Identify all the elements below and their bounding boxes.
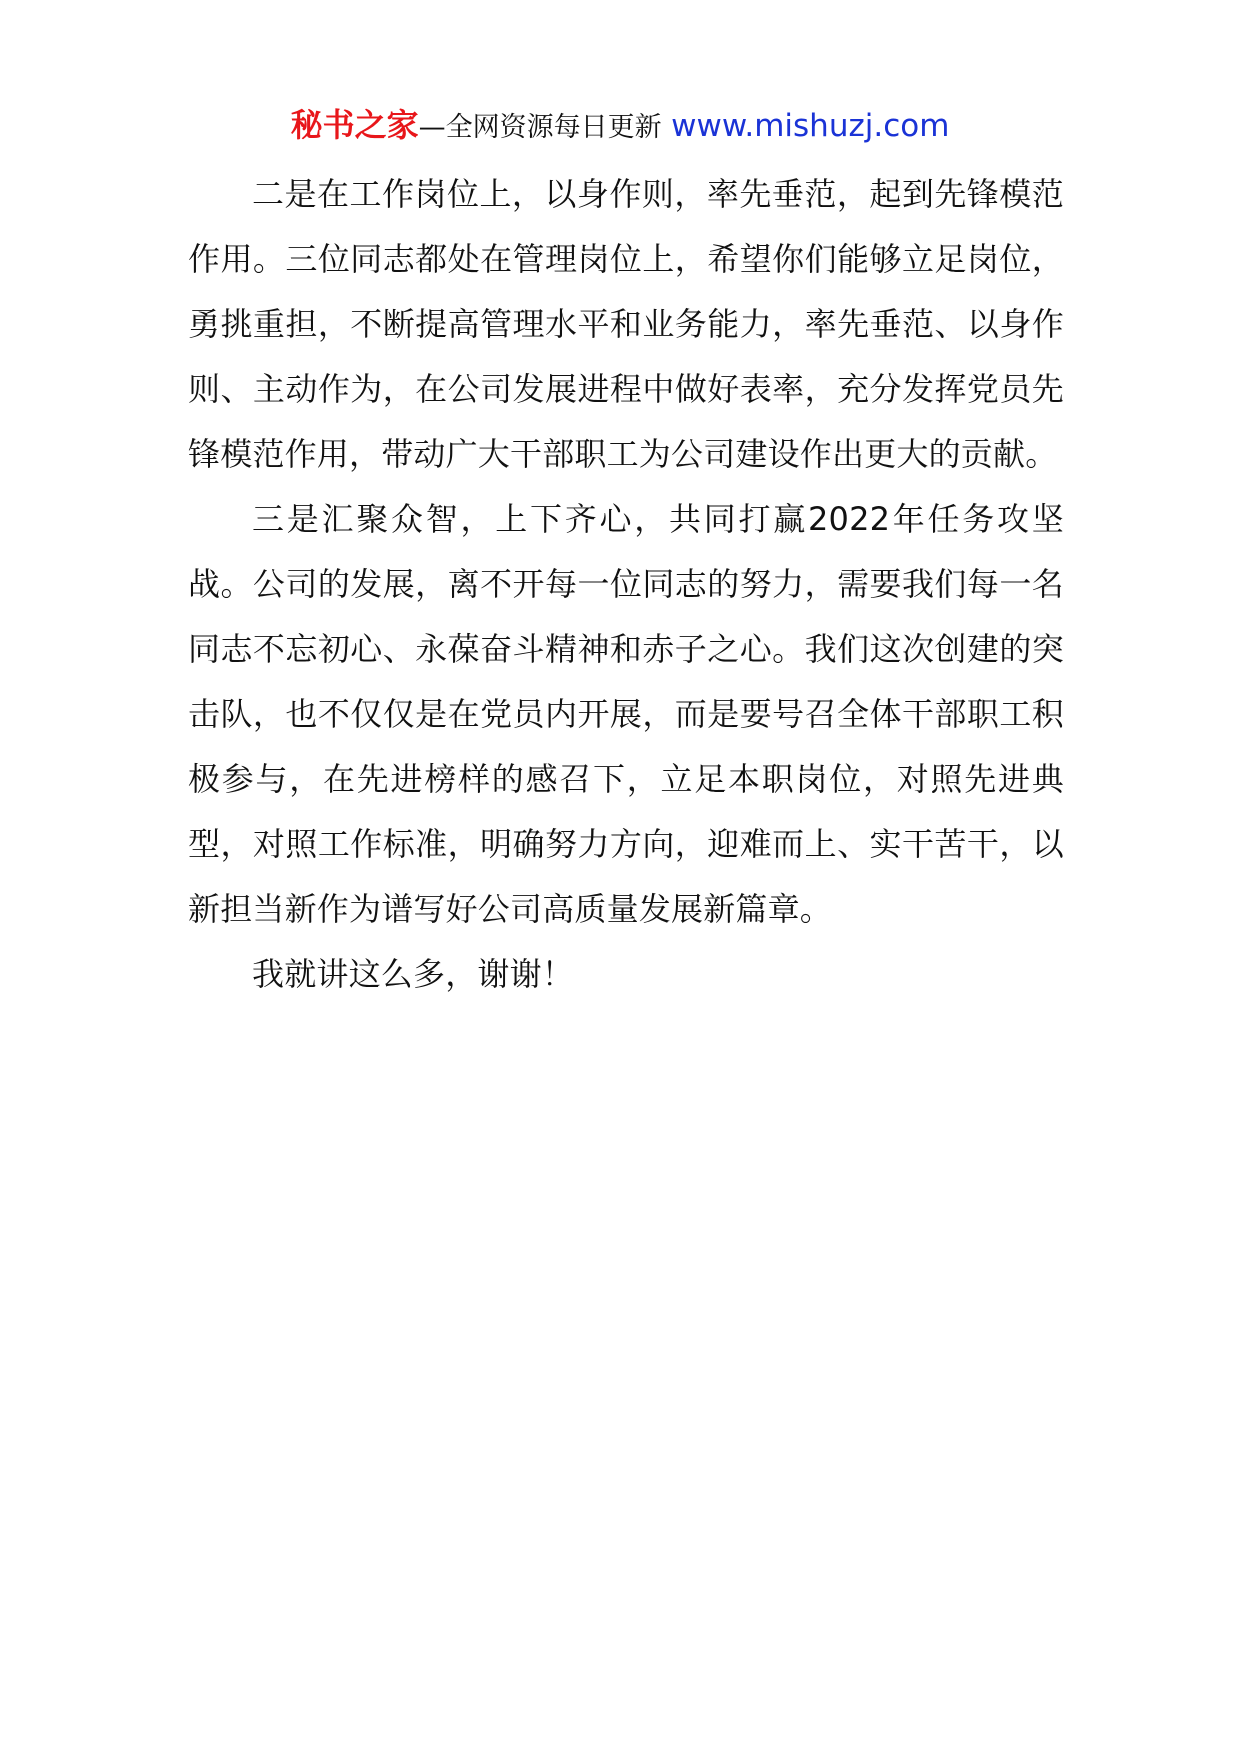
paragraph-duty: 二是在工作岗位上，以身作则，率先垂范，起到先锋模范作用。三位同志都处在管理岗位上，希望你们能够立足岗位，勇挑重担，不断提高管理水平和业务能力，率先垂范、以身作则、主动作为，在公司发展进程中做好表率，充分发挥党员先锋模范作用，带动广大干部职工为公司建设作出更大的贡献。	[188, 175, 1064, 473]
brand-name: 秘书之家	[290, 106, 419, 144]
paragraph-closing: 我就讲这么多，谢谢！	[252, 955, 575, 993]
page-header	[0, 100, 1240, 153]
document-body	[188, 162, 1064, 1007]
paragraph-unity: 三是汇聚众智，上下齐心，共同打赢2022年任务攻坚战。公司的发展，离不开每一位同志的努力，需要我们每一名同志不忘初心、永葆奋斗精神和赤子之心。我们这次创建的突击队，也不仅仅是在党员内开展，而是要号召全体干部职工积极参与，在先进榜样的感召下，立足本职岗位，对照先进典型，对照工作标准，明确努力方向，迎难而上、实干苦干，以新担当新作为谱写好公司高质量发展新篇章。	[188, 500, 1064, 928]
site-link[interactable]: www.mishuzj.com	[671, 108, 950, 144]
header-tagline: —全网资源每日更新	[418, 112, 662, 143]
